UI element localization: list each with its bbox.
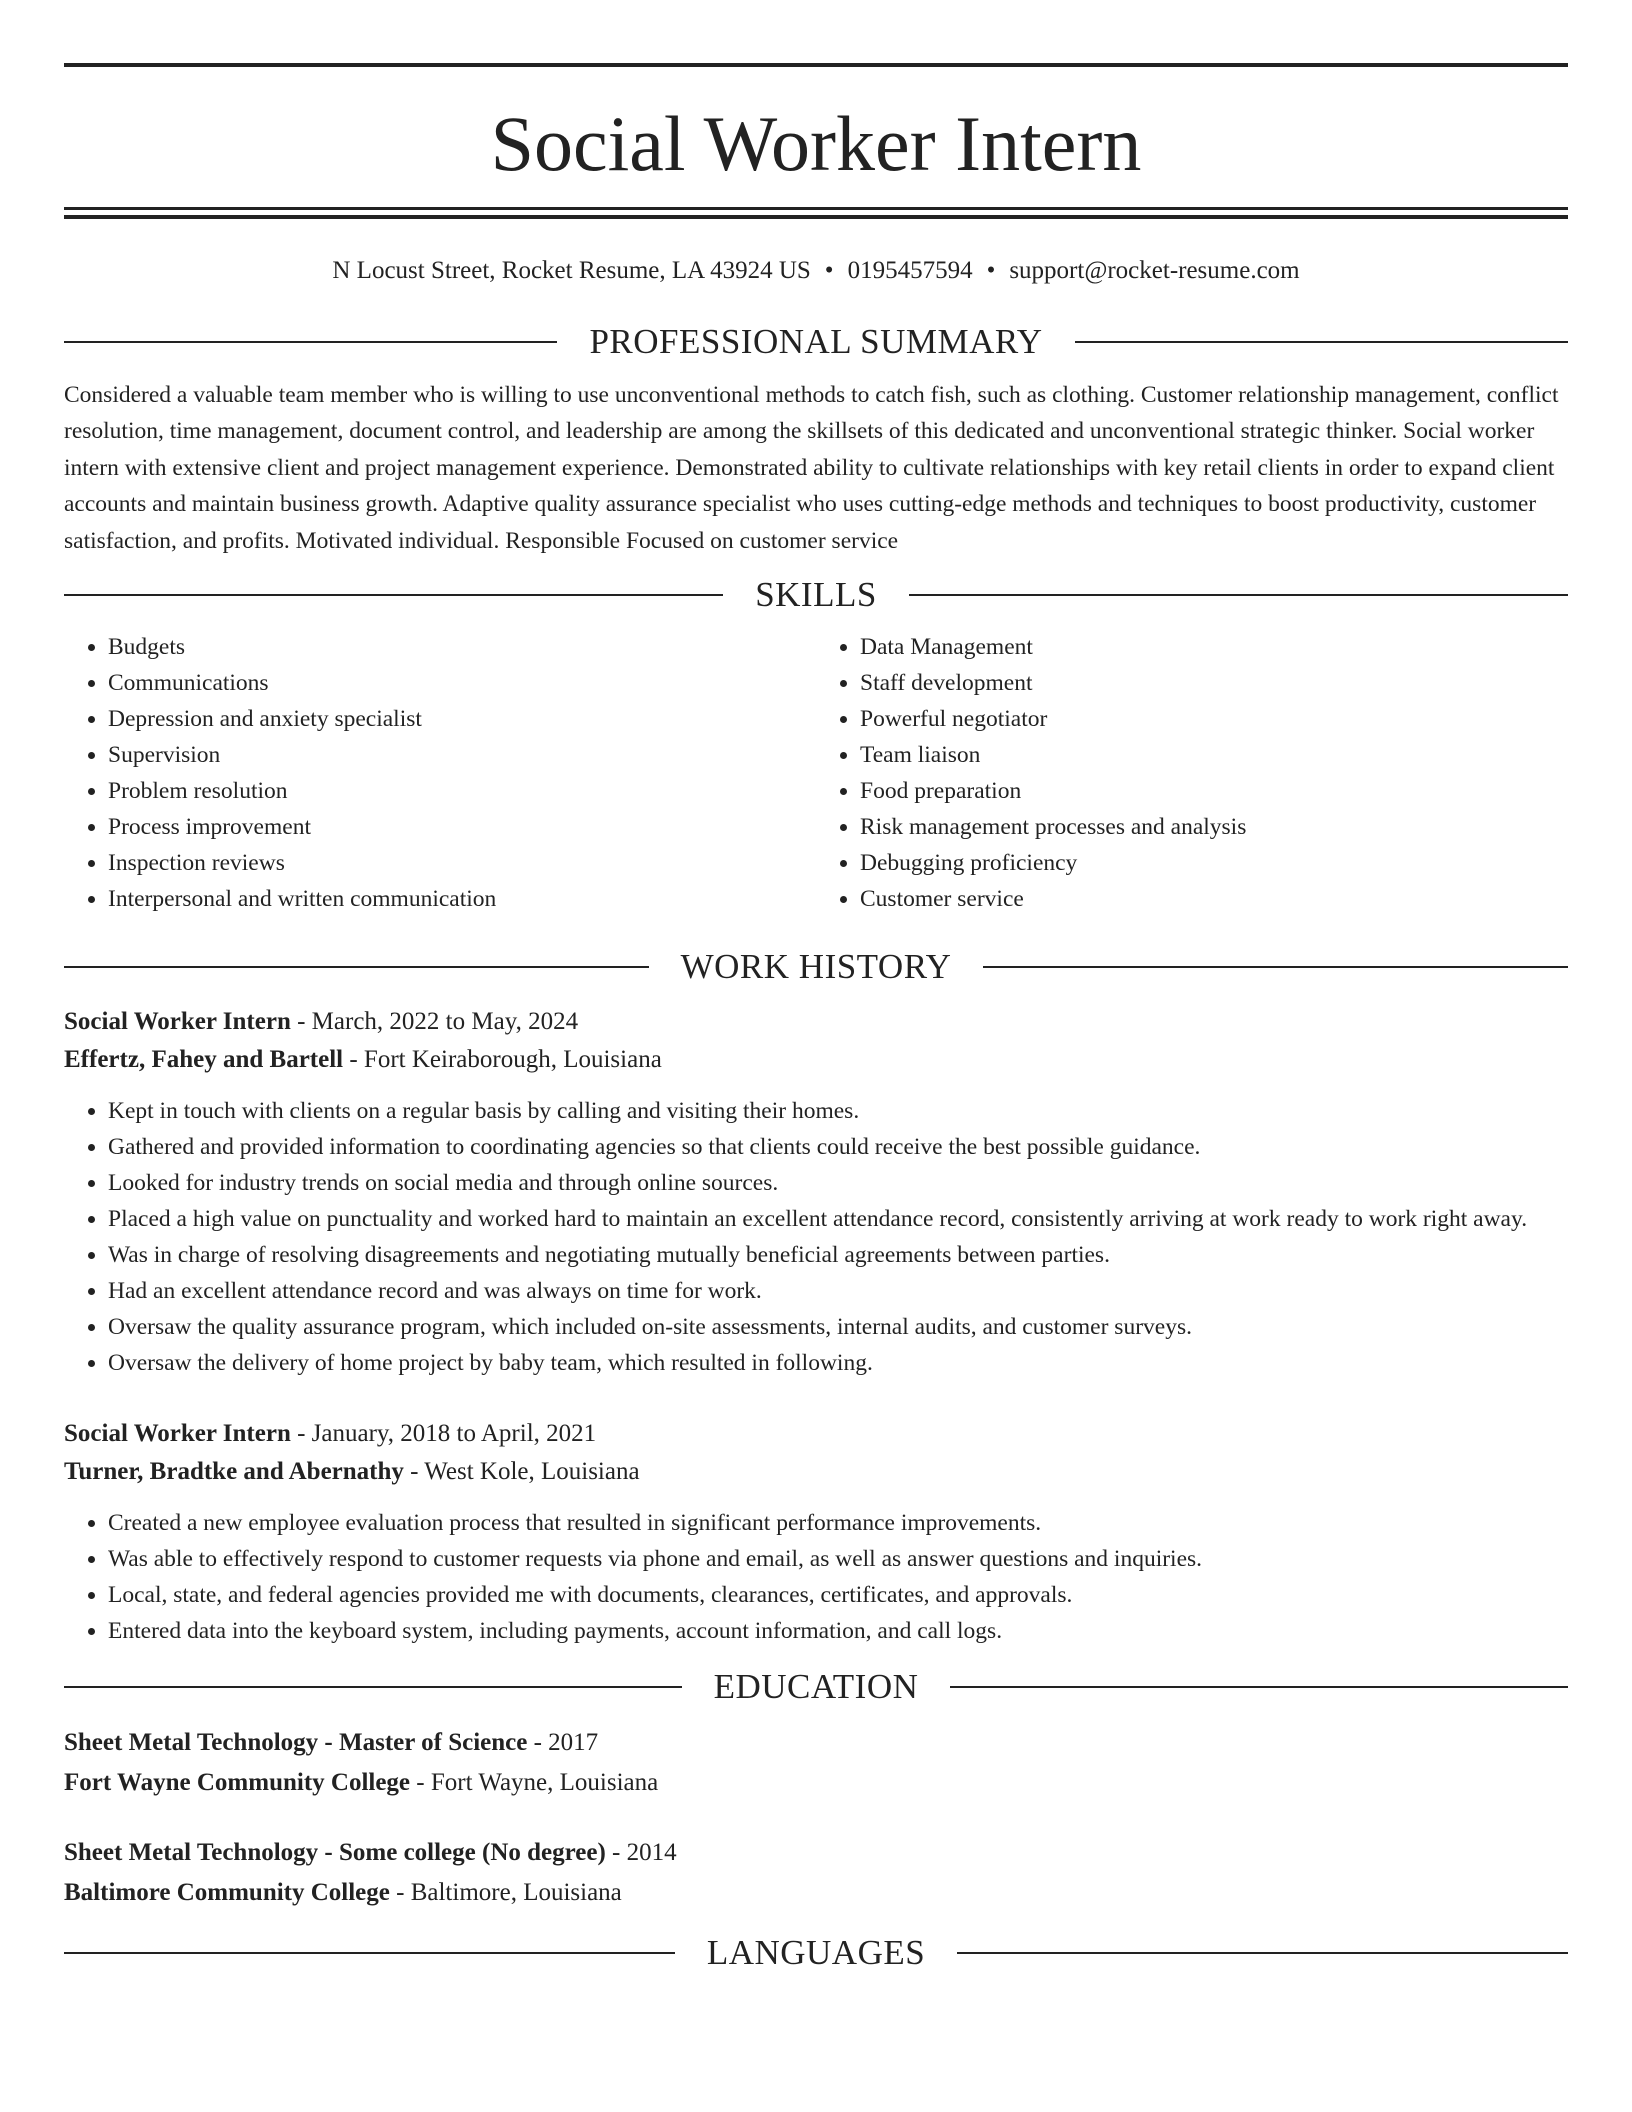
section-rule-right (1075, 341, 1568, 343)
education-degree-line (64, 1833, 1568, 1873)
section-rule-right (983, 966, 1568, 968)
skill-item: • Communications (108, 665, 816, 701)
education-location: - Fort Wayne, Louisiana (410, 1769, 659, 1797)
section-rule-left (64, 594, 723, 596)
skill-item: • Debugging proficiency (860, 845, 1568, 881)
education-degree-line (64, 1723, 1568, 1763)
skill-item: • Powerful negotiator (860, 701, 1568, 737)
job-dates: - March, 2022 to May, 2024 (290, 1008, 579, 1036)
skills-list-right (816, 629, 1568, 917)
skills-section-title: SKILLS (755, 575, 877, 615)
skill-item: • Food preparation (860, 773, 1568, 809)
job-bullets (64, 1505, 1568, 1649)
skill-item: • Staff development (860, 665, 1568, 701)
contact-address: N Locust Street, Rocket Resume, LA 43924 US (332, 257, 811, 284)
section-rule-right (909, 594, 1568, 596)
languages-section-title: LANGUAGES (706, 1933, 926, 1973)
section-rule-right (950, 1686, 1568, 1688)
summary-section-header (64, 318, 1568, 366)
section-rule-right (957, 1952, 1568, 1954)
summary-section-title: PROFESSIONAL SUMMARY (589, 322, 1043, 361)
job-bullet: • Oversaw the delivery of home project by baby team, which resulted in following. (108, 1345, 1568, 1381)
skill-item: • Supervision (108, 737, 816, 773)
education-degree: Sheet Metal Technology - Master of Science (64, 1729, 528, 1757)
education-year: - 2014 (605, 1839, 677, 1867)
section-rule-left (64, 1952, 675, 1954)
skill-item: • Problem resolution (108, 773, 816, 809)
skill-item: • Budgets (108, 629, 816, 665)
languages-section-header (64, 1929, 1568, 1977)
job-bullet: • Placed a high value on punctuality and worked hard to maintain an excellent attendance record, consistently arriving at work ready to work right away. (108, 1201, 1568, 1237)
education-location: - Baltimore, Louisiana (389, 1879, 622, 1907)
skill-item: • Depression and anxiety specialist (108, 701, 816, 737)
education-school-line (64, 1763, 1568, 1803)
education-year: - 2017 (527, 1729, 599, 1757)
top-rule (64, 63, 1568, 67)
skill-item: • Team liaison (860, 737, 1568, 773)
education-degree: Sheet Metal Technology - Some college (No degree) (64, 1839, 606, 1867)
summary-text: Considered a valuable team member who is willing to use unconventional methods to catch fish, such as clothing. Customer relationship management, conflict resolution, time management, document control, and leadership are among the skillsets of this dedicated and unconventional strategic thinker. Social worker intern with extensive client and project management experience. Demonstrated ability to cultivate relationships with key retail clients in order to expand client accounts and maintain business growth. Adaptive quality assurance specialist who uses cutting-edge methods and techniques to boost productivity, customer satisfaction, and profits. Motivated individual. Responsible Focused on customer service (64, 382, 1559, 554)
job-title: Social Worker Intern (64, 1008, 291, 1036)
education-section-header (64, 1663, 1568, 1711)
job-bullet: • Was in charge of resolving disagreements and negotiating mutually beneficial agreements between parties. (108, 1237, 1568, 1273)
skill-item: • Risk management processes and analysis (860, 809, 1568, 845)
job-location: - West Kole, Louisiana (403, 1458, 640, 1486)
job-dates: - January, 2018 to April, 2021 (290, 1420, 597, 1448)
resume-title: Social Worker Intern (490, 100, 1142, 187)
job-bullets (64, 1093, 1568, 1381)
skill-item: • Data Management (860, 629, 1568, 665)
job-location: - Fort Keiraborough, Louisiana (343, 1046, 662, 1074)
work-section-header (64, 943, 1568, 991)
job-title-line (64, 1003, 1568, 1041)
job-bullet: • Created a new employee evaluation process that resulted in significant performance improvements. (108, 1505, 1568, 1541)
job-entry (64, 1003, 1568, 1381)
job-title-line (64, 1415, 1568, 1453)
job-bullet: • Gathered and provided information to coordinating agencies so that clients could receive the best possible guidance. (108, 1129, 1568, 1165)
job-company-line (64, 1453, 1568, 1491)
skills-columns (64, 629, 1568, 917)
contact-line (64, 255, 1568, 287)
job-title: Social Worker Intern (64, 1420, 291, 1448)
contact-email: support@rocket-resume.com (1009, 257, 1300, 284)
contact-separator: • (824, 257, 834, 284)
education-school: Baltimore Community College (64, 1879, 390, 1907)
education-entry (64, 1723, 1568, 1803)
section-rule-left (64, 1686, 682, 1688)
skill-item: • Inspection reviews (108, 845, 816, 881)
skills-section-header (64, 571, 1568, 619)
job-bullet: • Oversaw the quality assurance program, which included on-site assessments, internal audits, and customer surveys. (108, 1309, 1568, 1345)
education-school: Fort Wayne Community College (64, 1769, 411, 1797)
job-bullet: • Had an excellent attendance record and was always on time for work. (108, 1273, 1568, 1309)
job-company: Effertz, Fahey and Bartell (64, 1046, 344, 1074)
skill-item: • Process improvement (108, 809, 816, 845)
work-section-title: WORK HISTORY (680, 947, 952, 987)
job-company: Turner, Bradtke and Abernathy (64, 1458, 404, 1486)
job-entry (64, 1415, 1568, 1649)
education-entry (64, 1833, 1568, 1913)
job-bullet: • Kept in touch with clients on a regular basis by calling and visiting their homes. (108, 1093, 1568, 1129)
skills-list-left (64, 629, 816, 917)
contact-separator: • (986, 257, 996, 284)
section-rule-left (64, 966, 649, 968)
job-bullet: • Entered data into the keyboard system, including payments, account information, and call logs. (108, 1613, 1568, 1649)
education-section-title: EDUCATION (713, 1667, 919, 1707)
skill-item: • Interpersonal and written communication (108, 881, 816, 917)
skill-item: • Customer service (860, 881, 1568, 917)
job-bullet: • Local, state, and federal agencies provided me with documents, clearances, certificates, and approvals. (108, 1577, 1568, 1613)
job-company-line (64, 1041, 1568, 1079)
section-rule-left (64, 341, 557, 343)
contact-phone: 0195457594 (847, 257, 973, 284)
title-double-rule (64, 207, 1568, 219)
job-bullet: • Was able to effectively respond to customer requests via phone and email, as well as answer questions and inquiries. (108, 1541, 1568, 1577)
job-bullet: • Looked for industry trends on social media and through online sources. (108, 1165, 1568, 1201)
education-school-line (64, 1873, 1568, 1913)
